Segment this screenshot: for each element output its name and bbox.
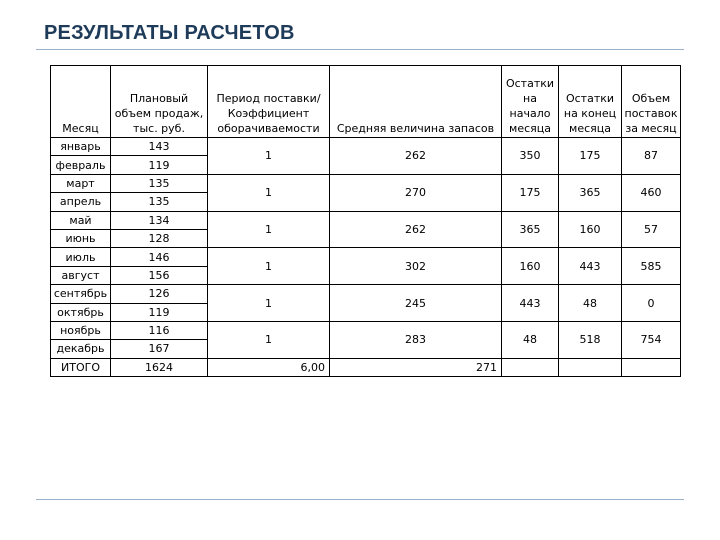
avg-stock-cell: 302: [330, 248, 502, 285]
results-table: [50, 65, 681, 377]
plan-cell: 146: [111, 248, 208, 266]
header-volume-line: за месяц: [625, 122, 677, 135]
supply-volume-cell: 57: [622, 211, 681, 248]
period-cell: 1: [208, 174, 330, 211]
month-cell: октябрь: [51, 303, 111, 321]
header-start-line: начало: [509, 107, 551, 120]
plan-cell: 135: [111, 193, 208, 211]
supply-volume-cell: 585: [622, 248, 681, 285]
plan-cell: 119: [111, 303, 208, 321]
month-cell: сентябрь: [51, 285, 111, 303]
page-title: РЕЗУЛЬТАТЫ РАСЧЕТОВ: [44, 22, 295, 44]
header-plan-line: объем продаж,: [114, 107, 204, 120]
end-balance-cell: 365: [559, 174, 622, 211]
plan-cell: 134: [111, 211, 208, 229]
start-balance-cell: 350: [502, 138, 559, 175]
table-row: [51, 285, 681, 303]
month-cell: ноябрь: [51, 321, 111, 339]
month-cell: май: [51, 211, 111, 229]
header-period-line: Коэффициент: [227, 107, 310, 120]
plan-cell: 119: [111, 156, 208, 174]
avg-stock-cell: 262: [330, 138, 502, 175]
start-balance-cell: 48: [502, 321, 559, 358]
end-balance-cell: 160: [559, 211, 622, 248]
supply-volume-cell: 0: [622, 285, 681, 322]
period-cell: 1: [208, 138, 330, 175]
end-balance-cell: 518: [559, 321, 622, 358]
empty-cell: [622, 358, 681, 376]
header-period: [208, 66, 330, 138]
plan-cell: 116: [111, 321, 208, 339]
header-plan-line: Плановый: [129, 92, 189, 105]
plan-cell: 128: [111, 229, 208, 247]
month-cell: июль: [51, 248, 111, 266]
plan-cell: 156: [111, 266, 208, 284]
table-row: [51, 138, 681, 156]
header-start-line: Остатки: [505, 77, 555, 90]
table-row: [51, 211, 681, 229]
month-cell: февраль: [51, 156, 111, 174]
footer-divider: [36, 499, 684, 500]
start-balance-cell: 175: [502, 174, 559, 211]
end-balance-cell: 48: [559, 285, 622, 322]
header-start-line: на: [523, 92, 537, 105]
month-cell: декабрь: [51, 340, 111, 358]
supply-volume-cell: 460: [622, 174, 681, 211]
header-volume: [622, 66, 681, 138]
header-start-line: месяца: [509, 122, 551, 135]
period-cell: 1: [208, 248, 330, 285]
empty-cell: [559, 358, 622, 376]
header-volume-line: поставок: [624, 107, 678, 120]
header-month: Месяц: [51, 66, 111, 138]
table-row: [51, 174, 681, 192]
plan-cell: 135: [111, 174, 208, 192]
header-period-line: оборачиваемости: [217, 122, 320, 135]
month-cell: март: [51, 174, 111, 192]
month-cell: июнь: [51, 229, 111, 247]
header-period-line: Период поставки/: [216, 92, 321, 105]
header-end-line: Остатки: [565, 92, 615, 105]
month-cell: август: [51, 266, 111, 284]
header-end-line: на конец: [563, 107, 617, 120]
avg-stock-cell: 283: [330, 321, 502, 358]
supply-volume-cell: 754: [622, 321, 681, 358]
header-volume-line: Объем: [631, 92, 671, 105]
period-cell: 1: [208, 285, 330, 322]
avg-total-cell: 271: [330, 358, 502, 376]
header-end-line: месяца: [569, 122, 611, 135]
start-balance-cell: 160: [502, 248, 559, 285]
header-plan: [111, 66, 208, 138]
header-plan-line: тыс. руб.: [133, 122, 185, 135]
header-avg: Средняя величина запасов: [330, 66, 502, 138]
empty-cell: [502, 358, 559, 376]
supply-volume-cell: 87: [622, 138, 681, 175]
plan-cell: 126: [111, 285, 208, 303]
start-balance-cell: 365: [502, 211, 559, 248]
header-start: [502, 66, 559, 138]
end-balance-cell: 443: [559, 248, 622, 285]
header-row: [51, 66, 681, 138]
end-balance-cell: 175: [559, 138, 622, 175]
month-cell: январь: [51, 138, 111, 156]
period-cell: 1: [208, 211, 330, 248]
title-divider: [36, 49, 684, 50]
plan-cell: 167: [111, 340, 208, 358]
table-row: [51, 321, 681, 339]
avg-stock-cell: 262: [330, 211, 502, 248]
avg-stock-cell: 245: [330, 285, 502, 322]
plan-total-cell: 1624: [111, 358, 208, 376]
start-balance-cell: 443: [502, 285, 559, 322]
period-total-cell: 6,00: [208, 358, 330, 376]
total-row: [51, 358, 681, 376]
period-cell: 1: [208, 321, 330, 358]
month-cell: апрель: [51, 193, 111, 211]
header-end: [559, 66, 622, 138]
table-row: [51, 248, 681, 266]
plan-cell: 143: [111, 138, 208, 156]
month-cell: ИТОГО: [51, 358, 111, 376]
avg-stock-cell: 270: [330, 174, 502, 211]
